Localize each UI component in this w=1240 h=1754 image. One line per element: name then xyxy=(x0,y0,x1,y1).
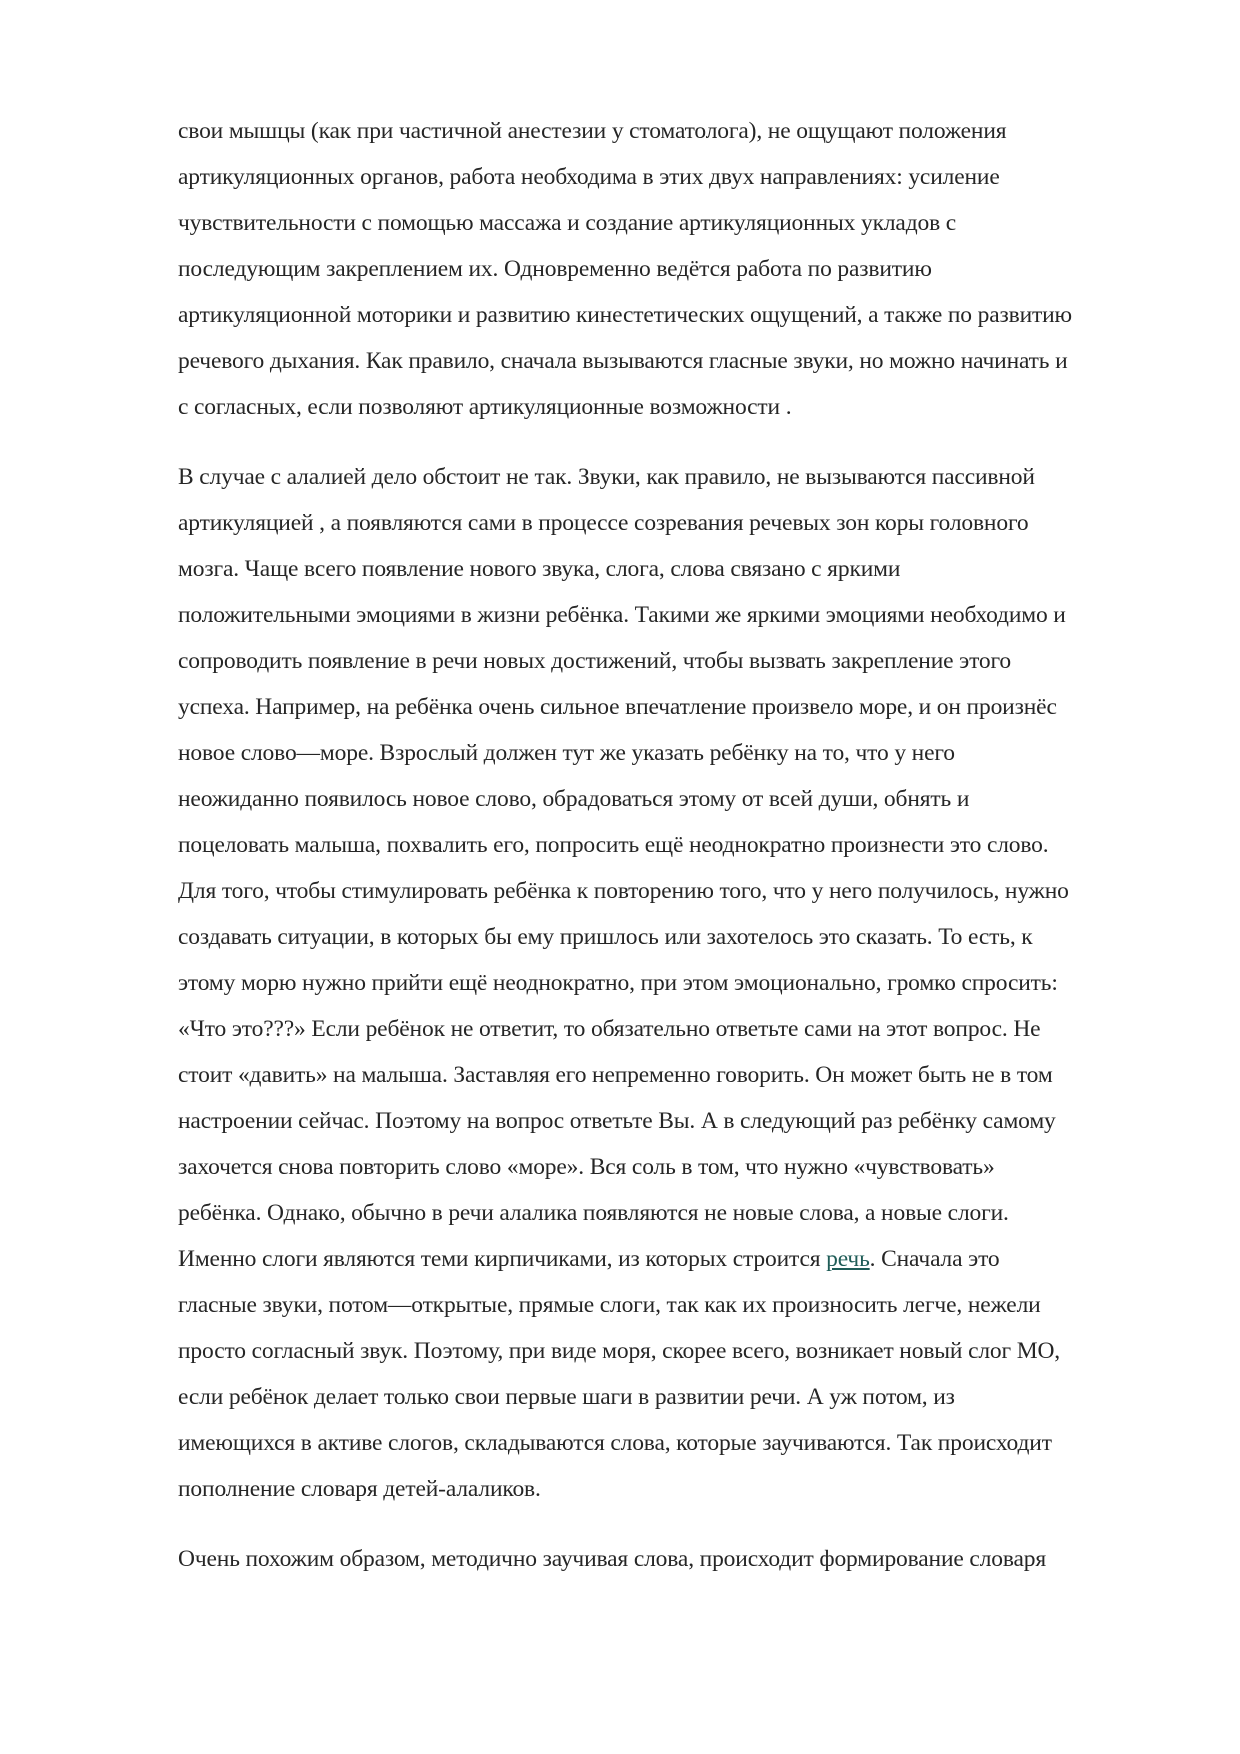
text-line: артикуляционной моторики и развитию кинестетических ощущений, а также по развитию xyxy=(178,302,1072,328)
text-line: поцеловать малыша, похвалить его, попросить ещё неоднократно произнести это слово. xyxy=(178,832,1049,858)
text-line: просто согласный звук. Поэтому, при виде моря, скорее всего, возникает новый слог МО, xyxy=(178,1338,1061,1364)
text-line: «Что это???» Если ребёнок не ответит, то обязательно ответьте сами на этот вопрос. Не xyxy=(178,1016,1041,1042)
text-line: артикуляцией , а появляются сами в процессе созревания речевых зон коры головного xyxy=(178,510,1029,536)
text-line: чувствительности с помощью массажа и создание артикуляционных укладов с xyxy=(178,210,957,236)
text-line: захочется снова повторить слово «море». Вся соль в том, что нужно «чувствовать» xyxy=(178,1154,995,1180)
text-line: пополнение словаря детей-алаликов. xyxy=(178,1476,541,1502)
text-fragment: . Сначала это xyxy=(869,1246,1000,1272)
speech-link[interactable]: речь xyxy=(826,1246,870,1272)
text-fragment: Именно слоги являются теми кирпичиками, из которых строится xyxy=(178,1246,827,1272)
text-line: неожиданно появилось новое слово, обрадоваться этому от всей души, обнять и xyxy=(178,786,970,812)
text-line: успеха. Например, на ребёнка очень сильное впечатление произвело море, и он произнёс xyxy=(178,694,1057,720)
text-line: последующим закреплением их. Одновременно ведётся работа по развитию xyxy=(178,256,932,282)
text-line: гласные звуки, потом—открытые, прямые слоги, так как их произносить легче, нежели xyxy=(178,1292,1041,1318)
text-line: с согласных, если позволяют артикуляционные возможности . xyxy=(178,394,792,420)
paragraph-1 xyxy=(178,108,1152,430)
text-line: сопроводить появление в речи новых достижений, чтобы вызвать закрепление этого xyxy=(178,648,1012,674)
text-line: имеющихся в активе слогов, складываются слова, которые заучиваются. Так происходит xyxy=(178,1430,1052,1456)
text-line: Для того, чтобы стимулировать ребёнка к повторению того, что у него получилось, нужно xyxy=(178,878,1069,904)
text-line: если ребёнок делает только свои первые шаги в развитии речи. А уж потом, из xyxy=(178,1384,955,1410)
text-line: свои мышцы (как при частичной анестезии у стоматолога), не ощущают положения xyxy=(178,118,1007,144)
text-line: положительными эмоциями в жизни ребёнка. Такими же яркими эмоциями необходимо и xyxy=(178,602,1066,628)
text-line: ребёнка. Однако, обычно в речи алалика появляются не новые слова, а новые слоги. xyxy=(178,1200,1009,1226)
paragraph-2 xyxy=(178,454,1152,1512)
text-line: речевого дыхания. Как правило, сначала вызываются гласные звуки, но можно начинать и xyxy=(178,348,1068,374)
text-line: этому морю нужно прийти ещё неоднократно, при этом эмоционально, громко спросить: xyxy=(178,970,1058,996)
text-line-with-link xyxy=(178,1236,1152,1282)
text-line: создавать ситуации, в которых бы ему пришлось или захотелось это сказать. То есть, к xyxy=(178,924,1033,950)
text-line: артикуляционных органов, работа необходима в этих двух направлениях: усиление xyxy=(178,164,1000,190)
text-line: стоит «давить» на малыша. Заставляя его непременно говорить. Он может быть не в том xyxy=(178,1062,1053,1088)
text-line: мозга. Чаще всего появление нового звука, слога, слова связано с яркими xyxy=(178,556,901,582)
text-line: настроении сейчас. Поэтому на вопрос ответьте Вы. А в следующий раз ребёнку самому xyxy=(178,1108,1056,1134)
paragraph-3 xyxy=(178,1536,1152,1582)
text-line: Очень похожим образом, методично заучивая слова, происходит формирование словаря xyxy=(178,1546,1047,1572)
text-line: В случае с алалией дело обстоит не так. Звуки, как правило, не вызываются пассивной xyxy=(178,464,1035,490)
text-line: новое слово—море. Взрослый должен тут же указать ребёнку на то, что у него xyxy=(178,740,955,766)
